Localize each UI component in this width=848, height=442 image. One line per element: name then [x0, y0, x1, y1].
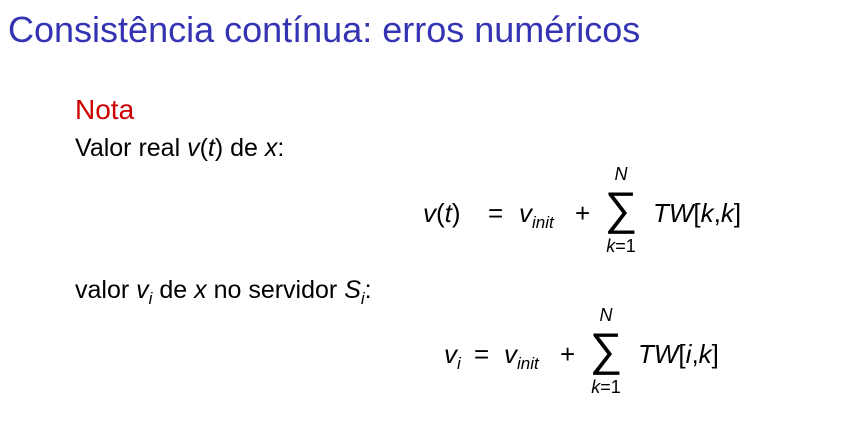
var-v: v — [444, 339, 457, 369]
tw-term — [638, 337, 719, 371]
open-bracket: [ — [693, 198, 701, 228]
index-1: i — [685, 339, 692, 369]
var-x: x — [264, 134, 278, 162]
v-init-term — [519, 196, 554, 230]
sum-upper-limit: N — [614, 164, 628, 184]
open-paren: ( — [436, 198, 445, 228]
var-v: v — [504, 339, 517, 369]
tw-matrix: TW — [638, 339, 679, 369]
close-paren: ) — [214, 134, 224, 162]
comma: , — [691, 339, 699, 369]
init-subscript: init — [517, 354, 539, 373]
sum-lower-limit: k=1 — [591, 377, 621, 397]
var-s: S — [344, 276, 361, 304]
colon: : — [364, 276, 372, 304]
index-1: k — [700, 198, 714, 228]
equals-sign: = — [474, 339, 490, 369]
sum-symbol: ∑ — [604, 182, 638, 234]
formula-lhs — [444, 337, 461, 371]
var-t: t — [444, 198, 452, 228]
text-fragment: no servidor — [206, 276, 345, 304]
equals-sign: = — [488, 198, 504, 228]
sum-lower-limit: k=1 — [606, 236, 636, 256]
text-fragment: de — [152, 276, 195, 304]
formula-lhs — [423, 196, 461, 230]
close-bracket: ] — [733, 198, 742, 228]
text-fragment: valor — [75, 276, 137, 304]
close-bracket: ] — [711, 339, 719, 369]
close-paren: ) — [451, 198, 461, 228]
sum-symbol: ∑ — [589, 323, 623, 375]
slide-title: Consistência contínua: erros numéricos — [8, 9, 641, 50]
plus-sign: + — [560, 339, 576, 369]
var-v: v — [136, 276, 149, 304]
var-t: t — [207, 134, 215, 162]
plus-sign: + — [575, 198, 591, 228]
comma: , — [713, 198, 721, 228]
text-fragment: Valor real — [75, 134, 188, 162]
subscript-i: i — [457, 354, 461, 373]
real-value-text — [75, 132, 284, 164]
tw-matrix: TW — [653, 198, 694, 228]
tw-term — [653, 196, 741, 230]
var-v: v — [519, 198, 532, 228]
note-block-title: Nota — [75, 94, 135, 125]
colon: : — [277, 134, 285, 162]
index-2: k — [720, 198, 734, 228]
var-x: x — [194, 276, 207, 304]
var-v: v — [187, 134, 200, 162]
subscript-i: i — [360, 289, 365, 308]
index-2: k — [698, 339, 712, 369]
sum-upper-limit: N — [599, 305, 613, 325]
subscript-i: i — [148, 289, 153, 308]
open-bracket: [ — [678, 339, 686, 369]
server-value-text — [75, 274, 372, 306]
var-v: v — [423, 198, 436, 228]
v-init-term — [504, 337, 539, 371]
open-paren: ( — [199, 134, 208, 162]
init-subscript: init — [532, 213, 554, 232]
text-fragment: de — [223, 134, 265, 162]
